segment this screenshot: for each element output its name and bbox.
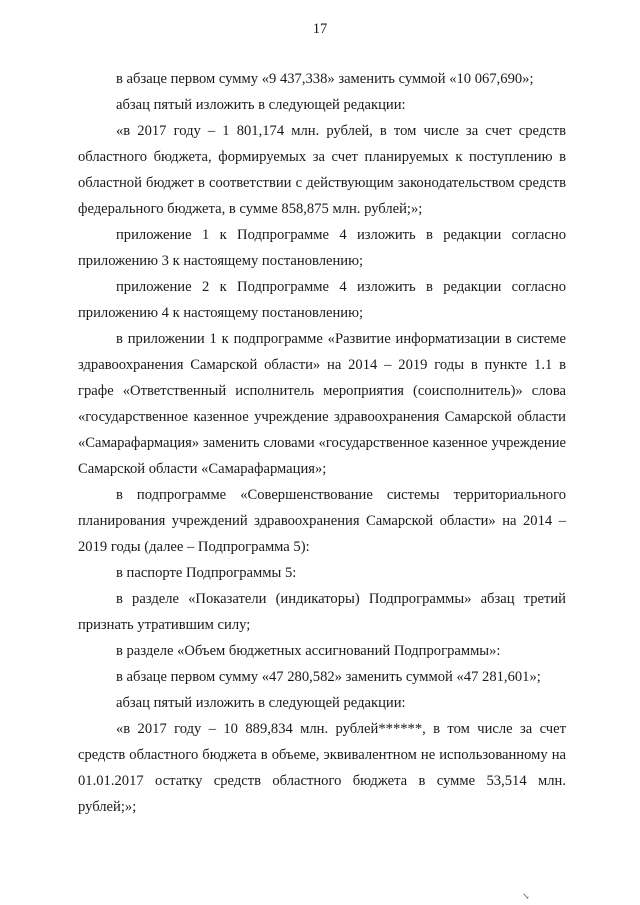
paragraph: в подпрограмме «Совершенствование системы территориального планирования учреждений здравоохранения Самарской области» на 2014 – 2019 годы (далее – Подпрограмма 5): bbox=[78, 487, 566, 555]
corner-mark: ↘ bbox=[522, 891, 530, 901]
paragraph: в абзаце первом сумму «47 280,582» заменить суммой «47 281,601»; bbox=[116, 669, 541, 685]
paragraph: приложение 1 к Подпрограмме 4 изложить в редакции согласно приложению 3 к настоящему постановлению; bbox=[78, 227, 566, 269]
paragraph: абзац пятый изложить в следующей редакции: bbox=[116, 695, 406, 711]
paragraph: в приложении 1 к подпрограмме «Развитие информатизации в системе здравоохранения Самарской области» на 2014 – 2019 годы в пункте 1.1 в графе «Ответственный исполнитель мероприятия (соисполнитель)» слова «государственное казенное учреждение здравоохранения Самарской области «Самарафармация» заменить словами «государственное казенное учреждение Самарской области «Самарафармация»; bbox=[78, 331, 566, 477]
paragraph: в абзаце первом сумму «9 437,338» заменить суммой «10 067,690»; bbox=[116, 71, 534, 87]
paragraph: абзац пятый изложить в следующей редакции: bbox=[116, 97, 406, 113]
paragraph: «в 2017 году – 1 801,174 млн. рублей, в том числе за счет средств областного бюджета, формируемых за счет планируемых к поступлению в областной бюджет в соответствии с действующим законодательством средств федерального бюджета, в сумме 858,875 млн. рублей;»; bbox=[78, 123, 566, 217]
paragraph: «в 2017 году – 10 889,834 млн. рублей******, в том числе за счет средств областного бюджета в объеме, эквивалентном не использованному на 01.01.2017 остатку средств областного бюджета в сумме 53,514 млн. рублей;»; bbox=[78, 721, 566, 815]
document-body bbox=[78, 66, 566, 820]
paragraph: приложение 2 к Подпрограмме 4 изложить в редакции согласно приложению 4 к настоящему постановлению; bbox=[78, 279, 566, 321]
page-number: 17 bbox=[312, 21, 328, 37]
paragraph: в паспорте Подпрограммы 5: bbox=[116, 565, 297, 581]
paragraph: в разделе «Объем бюджетных ассигнований Подпрограммы»: bbox=[116, 643, 501, 659]
paragraph: в разделе «Показатели (индикаторы) Подпрограммы» абзац третий признать утратившим силу; bbox=[78, 591, 566, 633]
